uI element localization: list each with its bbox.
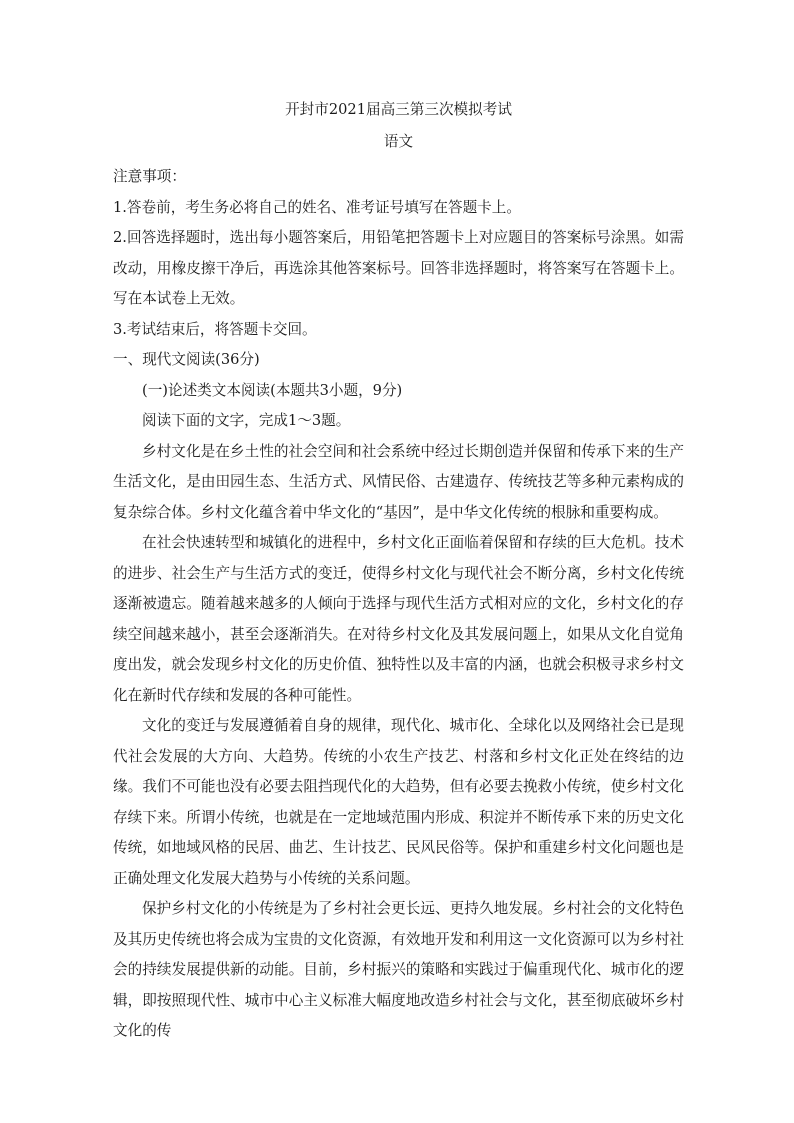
- section-title: 一、现代文阅读(36分): [113, 351, 260, 368]
- notice-item-3: 3.考试结束后，将答题卡交回。: [113, 320, 317, 338]
- passage-paragraph-4: 保护乡村文化的小传统是为了乡村社会更长远、更持久地发展。乡村社会的文化特色及其历史传统也将会成为宝贵的文化资源，有效地开发和利用这一文化资源可以为乡村社会的持续发展提供新的动能。目前，乡村振兴的策略和实践过于偏重现代化、城市化的逻辑，即按照现代性、城市中心主义标准大幅度地改造乡村社会与文化，甚至彻底破坏乡村文化的传: [113, 900, 684, 1039]
- notice-item-1: 1.答卷前，考生务必将自己的姓名、准考证号填写在答题卡上。: [113, 198, 521, 216]
- passage-paragraph-1: 乡村文化是在乡土性的社会空间和社会系统中经过长期创造并保留和传承下来的生产生活文化，是由田园生态、生活方式、风情民俗、古建遗存、传统技艺等多种元素构成的复杂综合体。乡村文化蕴含着中华文化的“基因”，是中华文化传统的根脉和重要构成。: [113, 442, 684, 521]
- exam-title: 开封市2021届高三第三次模拟考试: [285, 101, 512, 118]
- subject-title: 语文: [383, 133, 414, 150]
- reading-instruction: 阅读下面的文字，完成1～3题。: [142, 412, 351, 429]
- notice-heading: 注意事项：: [113, 168, 186, 185]
- subsection-title: (一)论述类文本阅读(本题共3小题，9分): [142, 381, 403, 399]
- notice-item-2: 2.回答选择题时，选出每小题答案后，用铅笔把答题卡上对应题目的答案标号涂黑。如需改动，用橡皮擦干净后，再选涂其他答案标号。回答非选择题时，将答案写在答题卡上。写在本试卷上无效。: [113, 229, 684, 307]
- passage-paragraph-2: 在社会快速转型和城镇化的进程中，乡村文化正面临着保留和存续的巨大危机。技术的进步、社会生产与生活方式的变迁，使得乡村文化与现代社会不断分离，乡村文化传统逐渐被遗忘。随着越来越多的人倾向于选择与现代生活方式相对应的文化，乡村文化的存续空间越来越小，甚至会逐渐消失。在对待乡村文化及其发展问题上，如果从文化自觉角度出发，就会发现乡村文化的历史价值、独特性以及丰富的内涵，也就会积极寻求乡村文化在新时代存续和发展的各种可能性。: [113, 534, 684, 704]
- passage-paragraph-3: 文化的变迁与发展遵循着自身的规律，现代化、城市化、全球化以及网络社会已是现代社会发展的大方向、大趋势。传统的小农生产技艺、村落和乡村文化正处在终结的边缘。我们不可能也没有必要去阻挡现代化的大趋势，但有必要去挽救小传统，使乡村文化存续下来。所谓小传统，也就是在一定地域范围内形成、积淀并不断传承下来的历史文化传统，如地域风格的民居、曲艺、生计技艺、民风民俗等。保护和重建乡村文化问题也是正确处理文化发展大趋势与小传统的关系问题。: [113, 717, 684, 887]
